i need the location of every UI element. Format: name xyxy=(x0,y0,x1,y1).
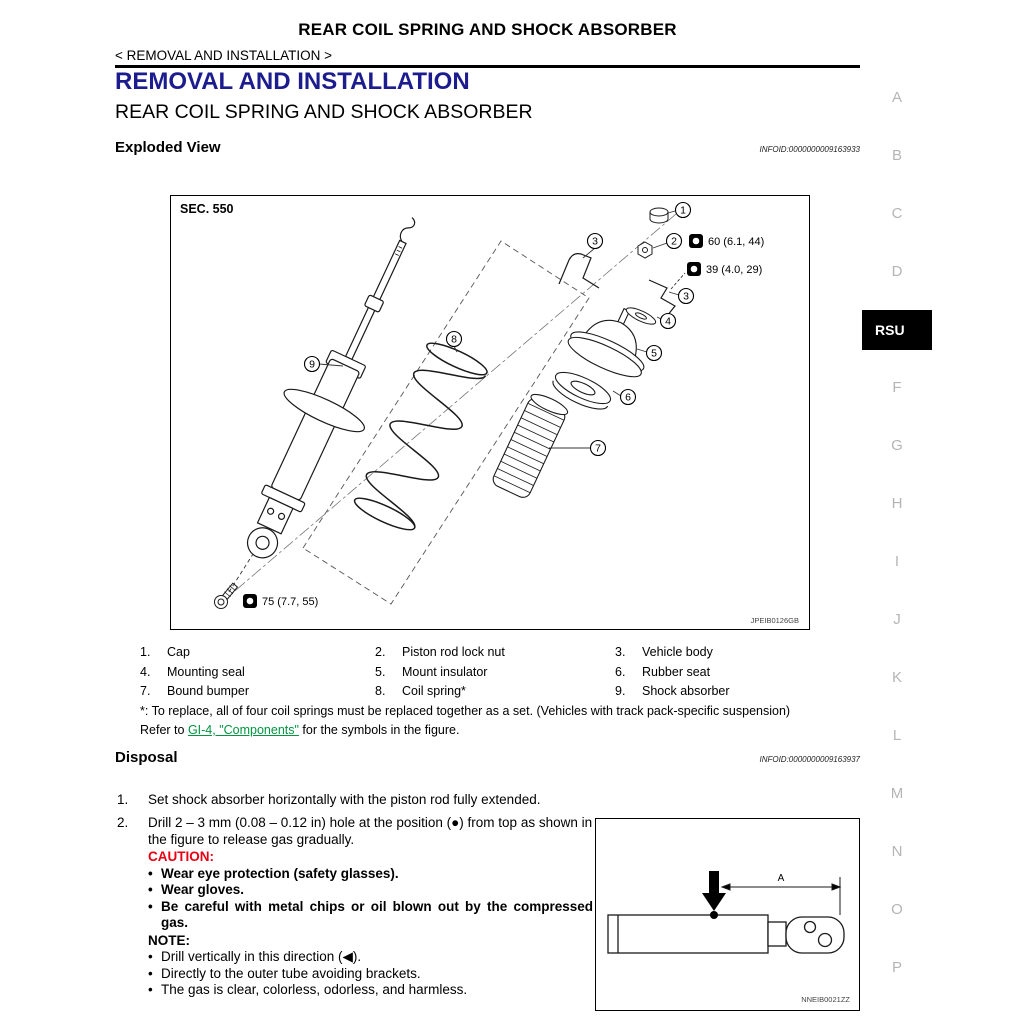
svg-text:6: 6 xyxy=(625,391,631,404)
callout-4 xyxy=(661,314,676,329)
figure-code: NNEIB0021ZZ xyxy=(801,995,850,1004)
svg-text:1: 1 xyxy=(680,204,686,217)
shock-absorber-drawing xyxy=(216,200,453,575)
exploded-infoid: INFOID:0000000009163933 xyxy=(759,145,860,154)
disposal-step-1: 1. Set shock absorber horizontally with the piston rod fully extended. xyxy=(117,792,541,807)
callout-3a xyxy=(588,234,603,249)
callout-1 xyxy=(676,203,691,218)
callout-7 xyxy=(591,441,606,456)
part-item: 4. Mounting seal xyxy=(140,664,245,679)
side-tab: I xyxy=(894,552,900,570)
coil-spring-footnote: *: To replace, all of four coil springs must be replaced together as a set. (Vehicles with track pack-specific suspension) xyxy=(140,704,791,718)
note-item: • The gas is clear, colorless, odorless, and harmless. xyxy=(148,982,593,999)
refer-line: Refer to GI-4, "Components" for the symbols in the figure. xyxy=(140,723,460,737)
note-label: NOTE: xyxy=(148,932,190,948)
dimension-label: A xyxy=(777,873,785,884)
part-item: 3. Vehicle body xyxy=(615,644,713,659)
mounting-seal-drawing xyxy=(624,305,657,328)
sec-label: SEC. 550 xyxy=(180,202,234,216)
note-item: • Drill vertically in this direction (◀). xyxy=(148,949,593,966)
disposal-heading-row xyxy=(115,749,860,766)
torque-icon xyxy=(689,234,703,248)
svg-text:2: 2 xyxy=(671,235,677,248)
bolt-drawing xyxy=(215,583,239,609)
part-item: 7. Bound bumper xyxy=(140,684,250,699)
section-title: REMOVAL AND INSTALLATION xyxy=(115,68,470,95)
caution-label: CAUTION: xyxy=(148,849,214,864)
exploded-view-drawing xyxy=(171,196,808,628)
callout-3b xyxy=(679,289,694,304)
svg-text:3: 3 xyxy=(592,235,598,248)
svg-text:4: 4 xyxy=(665,315,671,328)
callout-8 xyxy=(447,332,462,347)
disposal-drawing xyxy=(596,819,858,1009)
part-item: 1. Cap xyxy=(140,644,190,659)
page-header-title: REAR COIL SPRING AND SHOCK ABSORBER xyxy=(298,20,677,39)
side-tab: L xyxy=(892,726,902,744)
side-tab: J xyxy=(893,610,901,628)
side-tab: O xyxy=(891,900,903,918)
torque-value-2: 39 (4.0, 29) xyxy=(706,264,763,276)
subsection-title: REAR COIL SPRING AND SHOCK ABSORBER xyxy=(115,101,533,123)
shock-tube-drawing xyxy=(608,915,844,953)
side-tab: M xyxy=(890,784,904,802)
part-item: 9. Shock absorber xyxy=(615,684,730,699)
lock-nut-drawing xyxy=(638,242,652,258)
section-index-sidebar xyxy=(862,68,932,996)
drill-direction-arrow xyxy=(702,871,726,911)
caution-item: • Wear gloves. xyxy=(148,882,593,899)
side-tab: C xyxy=(891,204,903,222)
callout-6 xyxy=(621,390,636,405)
exploded-view-figure xyxy=(170,195,810,630)
torque-value-3: 75 (7.7, 55) xyxy=(262,596,319,608)
cap-drawing xyxy=(650,208,668,223)
side-tab: D xyxy=(891,262,903,280)
svg-text:7: 7 xyxy=(595,442,601,455)
note-item: • Directly to the outer tube avoiding brackets. xyxy=(148,966,593,983)
figure-code: JPEIB0126GB xyxy=(750,616,799,625)
disposal-heading: Disposal xyxy=(115,749,178,766)
svg-text:9: 9 xyxy=(309,358,315,371)
callout-2 xyxy=(667,234,682,249)
breadcrumb: < REMOVAL AND INSTALLATION > xyxy=(115,48,333,63)
step-2-text: Drill 2 – 3 mm (0.08 – 0.12 in) hole at the position (●) from top as shown in the figure to release gas gradually. xyxy=(148,815,593,847)
side-tab-rsu-active: RSU xyxy=(862,310,932,350)
torque-icon xyxy=(687,262,701,276)
caution-item: • Wear eye protection (safety glasses). xyxy=(148,866,593,883)
svg-text:8: 8 xyxy=(451,333,457,346)
part-item: 8. Coil spring* xyxy=(375,684,466,699)
part-item: 5. Mount insulator xyxy=(375,664,488,679)
disposal-step-2: 2. Drill 2 – 3 mm (0.08 – 0.12 in) hole at the position (●) from top as shown in the figure to release gas gradually. CAUTION: • Wear eye protection (safety glasses). • Wear gloves. • Be careful with metal chips or oil blown out by the compressed gas. NOTE: • Drill vertically in this direction (◀). • Directly to the outer tube avoiding brackets. • The gas is clear, colorless, odorless, and harmless. xyxy=(117,815,593,999)
coil-spring-drawing xyxy=(351,338,490,535)
part-item: 6. Rubber seat xyxy=(615,664,711,679)
side-tab: B xyxy=(891,146,902,164)
components-link[interactable]: GI-4, "Components" xyxy=(187,723,299,737)
vehicle-body-bracket-right xyxy=(649,280,675,316)
svg-text:5: 5 xyxy=(651,347,657,360)
disposal-figure xyxy=(595,818,860,1011)
side-tab: F xyxy=(892,378,902,396)
side-tab: A xyxy=(891,88,902,106)
side-tab: H xyxy=(891,494,903,512)
mount-insulator-drawing xyxy=(564,293,663,384)
exploded-view-heading: Exploded View xyxy=(115,139,221,156)
side-tab: N xyxy=(891,842,903,860)
side-tab: P xyxy=(891,958,902,976)
bound-bumper-drawing xyxy=(491,391,570,500)
side-tab: K xyxy=(891,668,902,686)
disposal-infoid: INFOID:0000000009163937 xyxy=(759,755,860,764)
parts-legend xyxy=(140,642,845,701)
callout-9 xyxy=(305,357,320,372)
torque-value-1: 60 (6.1, 44) xyxy=(708,236,765,248)
callout-5 xyxy=(647,346,662,361)
drill-position-dot xyxy=(710,911,718,919)
torque-icon xyxy=(243,594,257,608)
part-item: 2. Piston rod lock nut xyxy=(375,644,505,659)
caution-item: • Be careful with metal chips or oil blown out by the compressed gas. xyxy=(148,899,593,932)
svg-text:3: 3 xyxy=(683,290,689,303)
exploded-view-heading-row xyxy=(115,139,860,156)
side-tab: G xyxy=(891,436,903,454)
